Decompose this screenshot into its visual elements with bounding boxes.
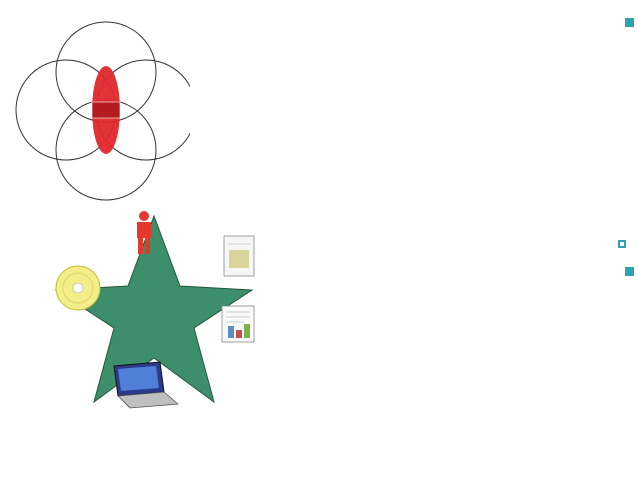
bullet-top <box>625 18 634 27</box>
bullet-heading <box>618 240 626 248</box>
gis-components-diagram <box>52 206 280 410</box>
gis-venn-diagram <box>8 12 190 210</box>
bullet-definition <box>625 267 634 276</box>
analysis-document-icon <box>222 306 254 342</box>
data-document-icon <box>224 236 254 276</box>
software-cd-icon <box>56 266 100 310</box>
